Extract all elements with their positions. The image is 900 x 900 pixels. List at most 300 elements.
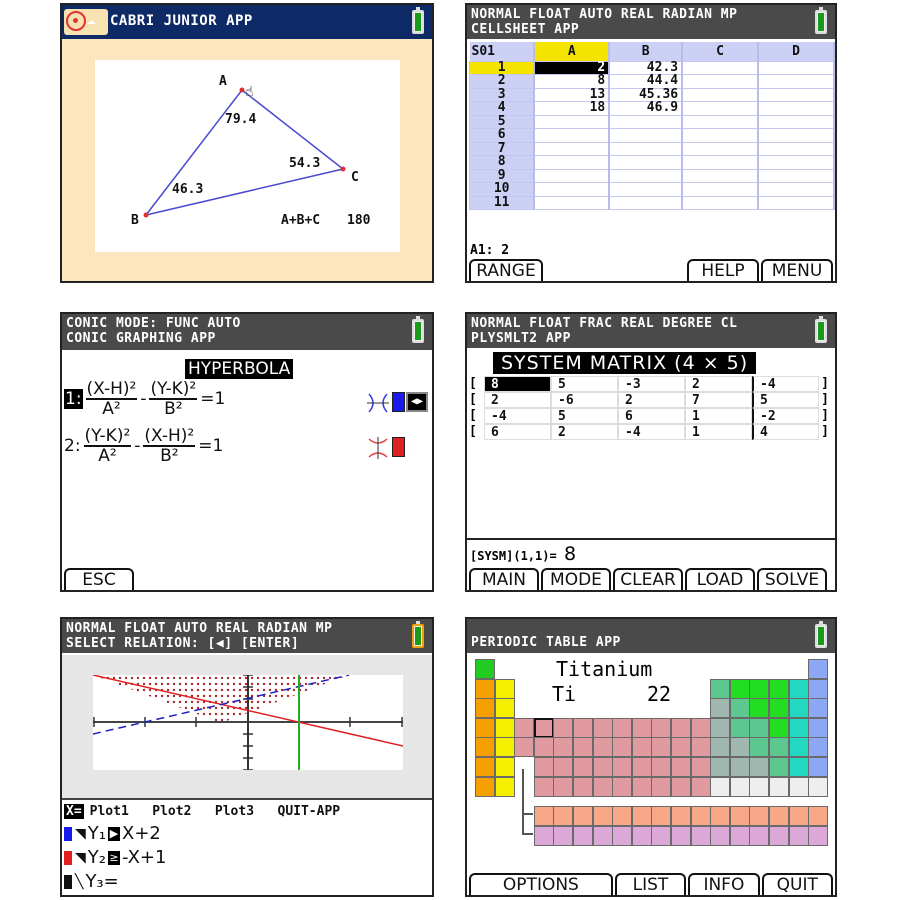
matrix-cell[interactable]: 2 bbox=[484, 392, 551, 408]
element-cell[interactable] bbox=[573, 806, 593, 826]
element-cell[interactable] bbox=[612, 777, 632, 797]
element-cell[interactable] bbox=[632, 718, 652, 738]
element-cell[interactable] bbox=[749, 826, 769, 846]
element-cell[interactable] bbox=[553, 737, 573, 757]
selected-cell-line bbox=[467, 538, 835, 568]
element-cell[interactable] bbox=[671, 826, 691, 846]
element-cell[interactable] bbox=[730, 679, 750, 699]
sheet-name: S01 bbox=[470, 42, 535, 61]
cabri-logo-icon: ☁ bbox=[64, 9, 108, 35]
cell-c1[interactable] bbox=[682, 61, 758, 75]
element-cell[interactable] bbox=[749, 777, 769, 797]
quit-button[interactable]: QUIT bbox=[762, 873, 833, 895]
element-cell[interactable] bbox=[710, 826, 730, 846]
element-cell[interactable] bbox=[495, 718, 515, 738]
element-cell[interactable] bbox=[593, 826, 613, 846]
function-expression[interactable]: -X+1 bbox=[122, 847, 167, 868]
element-cell[interactable] bbox=[612, 757, 632, 777]
element-cell[interactable] bbox=[553, 757, 573, 777]
mode-button[interactable]: MODE bbox=[541, 568, 611, 590]
element-cell[interactable] bbox=[475, 757, 495, 777]
element-cell[interactable] bbox=[495, 679, 515, 699]
element-cell[interactable] bbox=[691, 777, 711, 797]
element-cell[interactable] bbox=[710, 679, 730, 699]
element-cell[interactable] bbox=[534, 826, 554, 846]
element-cell[interactable] bbox=[691, 737, 711, 757]
element-cell[interactable] bbox=[495, 737, 515, 757]
battery-icon bbox=[815, 624, 827, 648]
cell-c10[interactable] bbox=[682, 183, 758, 197]
element-cell[interactable] bbox=[651, 737, 671, 757]
plot-menu[interactable]: Plot1 Plot2 Plot3 QUIT-APP bbox=[89, 804, 341, 819]
column-header-c[interactable]: C bbox=[682, 42, 758, 61]
element-cell[interactable] bbox=[730, 777, 750, 797]
column-header-d[interactable]: D bbox=[758, 42, 834, 61]
cell-a7[interactable] bbox=[534, 142, 609, 156]
element-cell[interactable] bbox=[573, 777, 593, 797]
softkey-bar bbox=[467, 259, 835, 281]
element-cell[interactable] bbox=[808, 806, 828, 826]
element-cell[interactable] bbox=[612, 826, 632, 846]
function-row-y3[interactable] bbox=[64, 870, 340, 894]
cell-d10[interactable] bbox=[758, 183, 834, 197]
cell-d3[interactable] bbox=[758, 88, 834, 102]
element-cell[interactable] bbox=[789, 806, 809, 826]
element-cell[interactable] bbox=[553, 777, 573, 797]
element-cell[interactable] bbox=[749, 757, 769, 777]
cell-d7[interactable] bbox=[758, 142, 834, 156]
left-bracket: [ bbox=[469, 408, 477, 423]
denominator: A² bbox=[98, 446, 117, 466]
column-header-b[interactable]: B bbox=[609, 42, 682, 61]
cell-b1[interactable]: 42.3 bbox=[609, 61, 682, 75]
cell-d6[interactable] bbox=[758, 129, 834, 143]
function-expression[interactable]: = bbox=[103, 871, 119, 892]
battery-icon bbox=[412, 10, 424, 34]
load-button[interactable]: LOAD bbox=[685, 568, 755, 590]
geometry-canvas[interactable] bbox=[95, 60, 400, 252]
atomic-number: 22 bbox=[647, 682, 672, 706]
element-cell[interactable] bbox=[808, 698, 828, 718]
solve-button[interactable]: SOLVE bbox=[757, 568, 827, 590]
element-cell[interactable] bbox=[514, 718, 534, 738]
main-button[interactable]: MAIN bbox=[469, 568, 539, 590]
element-cell[interactable] bbox=[553, 718, 573, 738]
table-row bbox=[470, 169, 835, 183]
f-block-connector bbox=[519, 769, 535, 839]
right-bracket: ] bbox=[821, 376, 829, 391]
element-cell[interactable] bbox=[769, 718, 789, 738]
plysmlt2-screen bbox=[465, 312, 837, 592]
spreadsheet-grid[interactable] bbox=[469, 42, 835, 210]
cell-c5[interactable] bbox=[682, 115, 758, 129]
function-name: Y₁ bbox=[87, 823, 106, 844]
battery-icon bbox=[412, 319, 424, 343]
element-cell[interactable] bbox=[789, 698, 809, 718]
color-swatch-black bbox=[64, 875, 72, 889]
cabri-title: CABRI JUNIOR APP bbox=[110, 13, 253, 29]
equation-number: 1: bbox=[65, 389, 82, 409]
element-cell[interactable] bbox=[632, 777, 652, 797]
element-cell[interactable] bbox=[593, 777, 613, 797]
element-cell[interactable] bbox=[789, 679, 809, 699]
point-label-c: C bbox=[351, 170, 359, 185]
matrix-cell[interactable]: -4 bbox=[484, 408, 551, 424]
element-cell[interactable] bbox=[789, 718, 809, 738]
element-cell[interactable] bbox=[671, 777, 691, 797]
conic-type-title: HYPERBOLA bbox=[185, 359, 293, 379]
clear-button[interactable]: CLEAR bbox=[613, 568, 683, 590]
element-cell[interactable] bbox=[651, 826, 671, 846]
element-cell[interactable] bbox=[573, 826, 593, 846]
matrix-row bbox=[469, 376, 831, 392]
column-header-a[interactable]: A bbox=[534, 42, 609, 61]
cell-value: 8 bbox=[563, 543, 577, 565]
cell-c2[interactable] bbox=[682, 75, 758, 89]
element-cell[interactable] bbox=[671, 757, 691, 777]
element-cell[interactable] bbox=[730, 737, 750, 757]
cell-b11[interactable] bbox=[609, 196, 682, 210]
element-cell[interactable] bbox=[475, 679, 495, 699]
cell-a2[interactable]: 8 bbox=[534, 75, 609, 89]
matrix-cell[interactable]: -2 bbox=[752, 408, 819, 424]
element-cell[interactable] bbox=[534, 737, 554, 757]
cell-c3[interactable] bbox=[682, 88, 758, 102]
element-cell[interactable] bbox=[730, 757, 750, 777]
left-right-arrow-icon[interactable]: ◀▶ bbox=[406, 392, 428, 412]
denominator: B² bbox=[164, 399, 183, 419]
element-cell[interactable] bbox=[691, 718, 711, 738]
element-cell[interactable] bbox=[553, 826, 573, 846]
matrix-row bbox=[469, 424, 831, 440]
matrix-cell[interactable]: -4 bbox=[752, 376, 819, 392]
element-cell[interactable] bbox=[730, 806, 750, 826]
element-cell[interactable] bbox=[573, 718, 593, 738]
point-label-b: B bbox=[131, 213, 139, 228]
row-header[interactable]: 2 bbox=[470, 75, 535, 89]
matrix-cell[interactable]: 8 bbox=[484, 376, 551, 392]
element-cell[interactable] bbox=[710, 777, 730, 797]
matrix-cell[interactable]: 2 bbox=[618, 392, 685, 408]
element-cell[interactable] bbox=[475, 659, 495, 679]
mode-line: NORMAL FLOAT FRAC REAL DEGREE CL bbox=[471, 316, 738, 331]
minus-sign: - bbox=[140, 389, 147, 409]
numerator: (X-H)² bbox=[86, 379, 137, 399]
function-row-y1[interactable] bbox=[64, 822, 340, 846]
element-cell[interactable] bbox=[691, 806, 711, 826]
element-cell[interactable] bbox=[632, 806, 652, 826]
cell-b10[interactable] bbox=[609, 183, 682, 197]
cell-a10[interactable] bbox=[534, 183, 609, 197]
element-cell[interactable] bbox=[632, 737, 652, 757]
numerator: (Y-K)² bbox=[150, 379, 197, 399]
element-cell[interactable] bbox=[808, 679, 828, 699]
row-header[interactable]: 9 bbox=[470, 169, 535, 183]
cell-c9[interactable] bbox=[682, 169, 758, 183]
element-cell[interactable] bbox=[710, 806, 730, 826]
element-cell[interactable] bbox=[808, 826, 828, 846]
element-cell[interactable] bbox=[593, 718, 613, 738]
element-cell[interactable] bbox=[749, 737, 769, 757]
cell-a11[interactable] bbox=[534, 196, 609, 210]
row-header[interactable]: 1 bbox=[470, 61, 535, 75]
element-cell[interactable] bbox=[671, 806, 691, 826]
cell-a5[interactable] bbox=[534, 115, 609, 129]
element-cell[interactable] bbox=[495, 757, 515, 777]
element-cell[interactable] bbox=[534, 757, 554, 777]
element-cell[interactable] bbox=[789, 737, 809, 757]
element-cell[interactable] bbox=[749, 679, 769, 699]
matrix-cell[interactable]: 1 bbox=[685, 424, 752, 440]
table-row bbox=[470, 102, 835, 116]
table-row bbox=[470, 75, 835, 89]
element-cell[interactable] bbox=[769, 698, 789, 718]
esc-button[interactable]: ESC bbox=[64, 568, 134, 590]
element-cell[interactable] bbox=[651, 718, 671, 738]
cell-a9[interactable] bbox=[534, 169, 609, 183]
element-cell[interactable] bbox=[749, 718, 769, 738]
element-cell[interactable] bbox=[651, 777, 671, 797]
numerator: (Y-K)² bbox=[84, 426, 131, 446]
cell-d8[interactable] bbox=[758, 156, 834, 170]
range-button[interactable]: RANGE bbox=[469, 259, 543, 281]
element-cell[interactable] bbox=[691, 757, 711, 777]
element-cell[interactable] bbox=[612, 718, 632, 738]
status-bar bbox=[62, 619, 432, 653]
options-button[interactable]: OPTIONS bbox=[469, 873, 613, 895]
equation-1[interactable] bbox=[64, 380, 225, 418]
cell-b7[interactable] bbox=[609, 142, 682, 156]
cell-d9[interactable] bbox=[758, 169, 834, 183]
element-cell[interactable] bbox=[749, 806, 769, 826]
equation-number: 2: bbox=[64, 436, 81, 456]
element-cell[interactable] bbox=[710, 757, 730, 777]
color-swatch-blue[interactable] bbox=[392, 392, 405, 412]
element-cell[interactable] bbox=[730, 718, 750, 738]
x-equals-toggle[interactable]: X= bbox=[66, 804, 82, 819]
info-button[interactable]: INFO bbox=[688, 873, 759, 895]
line-style-icon[interactable]: ╲ bbox=[75, 874, 84, 890]
element-cell[interactable] bbox=[495, 777, 515, 797]
element-cell[interactable] bbox=[808, 777, 828, 797]
right-bracket: ] bbox=[821, 408, 829, 423]
element-cell[interactable] bbox=[612, 806, 632, 826]
cell-b8[interactable] bbox=[609, 156, 682, 170]
cell-b9[interactable] bbox=[609, 169, 682, 183]
cell-a6[interactable] bbox=[534, 129, 609, 143]
row-header[interactable]: 7 bbox=[470, 142, 535, 156]
relation-greater-icon[interactable]: ▶ bbox=[109, 827, 119, 840]
element-cell[interactable] bbox=[808, 659, 828, 679]
app-name: PLYSMLT2 APP bbox=[471, 331, 571, 346]
element-cell[interactable] bbox=[593, 806, 613, 826]
mode-line: CONIC MODE: FUNC AUTO bbox=[66, 316, 241, 331]
battery-icon bbox=[412, 624, 424, 648]
denominator: B² bbox=[160, 446, 179, 466]
cell-b6[interactable] bbox=[609, 129, 682, 143]
element-cell[interactable] bbox=[808, 718, 828, 738]
element-name: Titanium bbox=[556, 657, 653, 681]
menu-button[interactable]: MENU bbox=[761, 259, 833, 281]
cell-d1[interactable] bbox=[758, 61, 834, 75]
row-header[interactable]: 10 bbox=[470, 183, 535, 197]
element-cell[interactable] bbox=[475, 698, 495, 718]
shade-above-icon[interactable]: ◥ bbox=[75, 850, 86, 866]
row-header[interactable]: 6 bbox=[470, 129, 535, 143]
matrix-cell[interactable]: 5 bbox=[752, 392, 819, 408]
element-cell[interactable] bbox=[534, 777, 554, 797]
element-cell[interactable] bbox=[651, 806, 671, 826]
cell-c8[interactable] bbox=[682, 156, 758, 170]
element-cell[interactable] bbox=[573, 737, 593, 757]
element-cell[interactable] bbox=[789, 757, 809, 777]
matrix-cell[interactable]: -4 bbox=[618, 424, 685, 440]
angle-sum-value: 180 bbox=[347, 213, 371, 228]
row-header[interactable]: 8 bbox=[470, 156, 535, 170]
element-cell[interactable] bbox=[789, 826, 809, 846]
element-cell[interactable] bbox=[710, 718, 730, 738]
element-cell[interactable] bbox=[671, 737, 691, 757]
inequality-graph bbox=[93, 675, 403, 770]
cell-c4[interactable] bbox=[682, 102, 758, 116]
matrix-cell[interactable]: 5 bbox=[551, 408, 618, 424]
right-bracket: ] bbox=[821, 392, 829, 407]
row-header[interactable]: 3 bbox=[470, 88, 535, 102]
minus-sign: - bbox=[134, 436, 141, 456]
function-list bbox=[64, 802, 340, 894]
cell-a1[interactable]: 2 bbox=[534, 61, 609, 75]
system-matrix[interactable] bbox=[469, 376, 831, 440]
element-cell[interactable] bbox=[730, 698, 750, 718]
cell-a3[interactable]: 13 bbox=[534, 88, 609, 102]
element-cell[interactable] bbox=[475, 737, 495, 757]
hyperbola-horizontal-icon bbox=[367, 392, 389, 414]
element-cell[interactable] bbox=[749, 698, 769, 718]
matrix-row bbox=[469, 392, 831, 408]
cell-a8[interactable] bbox=[534, 156, 609, 170]
element-cell[interactable] bbox=[769, 777, 789, 797]
status-bar bbox=[467, 619, 835, 653]
list-button[interactable]: LIST bbox=[615, 873, 686, 895]
matrix-cell[interactable]: 4 bbox=[752, 424, 819, 440]
equation-rhs: =1 bbox=[200, 389, 226, 409]
cell-c7[interactable] bbox=[682, 142, 758, 156]
matrix-cell[interactable]: 2 bbox=[551, 424, 618, 440]
cell-b4[interactable]: 46.9 bbox=[609, 102, 682, 116]
cabri-junior-screen bbox=[60, 3, 434, 283]
element-cell[interactable] bbox=[553, 806, 573, 826]
cell-d5[interactable] bbox=[758, 115, 834, 129]
app-name: CELLSHEET APP bbox=[471, 22, 580, 37]
element-cell[interactable] bbox=[671, 718, 691, 738]
element-cell[interactable] bbox=[808, 737, 828, 757]
element-cell[interactable] bbox=[710, 737, 730, 757]
prompt-line: SELECT RELATION: [◀] [ENTER] bbox=[66, 636, 300, 651]
element-cell[interactable] bbox=[730, 826, 750, 846]
element-cell[interactable] bbox=[769, 806, 789, 826]
element-cell[interactable] bbox=[495, 698, 515, 718]
matrix-cell[interactable]: 5 bbox=[551, 376, 618, 392]
element-cell[interactable] bbox=[475, 777, 495, 797]
function-row-y2[interactable] bbox=[64, 846, 340, 870]
battery-icon bbox=[815, 319, 827, 343]
element-cell[interactable] bbox=[769, 679, 789, 699]
graph-area[interactable] bbox=[62, 655, 432, 800]
element-cell[interactable] bbox=[593, 737, 613, 757]
element-cell[interactable] bbox=[475, 718, 495, 738]
cell-c11[interactable] bbox=[682, 196, 758, 210]
function-expression[interactable]: X+2 bbox=[122, 823, 161, 844]
element-cell[interactable] bbox=[514, 737, 534, 757]
cell-b3[interactable]: 45.36 bbox=[609, 88, 682, 102]
row-header[interactable]: 11 bbox=[470, 196, 535, 210]
element-cell[interactable] bbox=[573, 757, 593, 777]
matrix-cell[interactable]: -6 bbox=[551, 392, 618, 408]
angle-a-value: 79.4 bbox=[225, 112, 257, 127]
angle-sum-label: A+B+C bbox=[281, 213, 321, 228]
row-header[interactable]: 4 bbox=[470, 102, 535, 116]
element-cell[interactable] bbox=[593, 757, 613, 777]
element-cell[interactable] bbox=[632, 826, 652, 846]
element-cell[interactable] bbox=[612, 737, 632, 757]
element-cell[interactable] bbox=[769, 737, 789, 757]
element-cell[interactable] bbox=[789, 777, 809, 797]
periodic-table-screen bbox=[465, 617, 837, 897]
matrix-cell[interactable]: 6 bbox=[484, 424, 551, 440]
cell-d2[interactable] bbox=[758, 75, 834, 89]
equation-2[interactable] bbox=[64, 427, 223, 465]
hand-cursor-icon: ☝ bbox=[245, 84, 254, 100]
cell-d11[interactable] bbox=[758, 196, 834, 210]
element-cell[interactable] bbox=[710, 698, 730, 718]
color-swatch-red bbox=[64, 851, 72, 865]
element-cell[interactable] bbox=[808, 757, 828, 777]
left-bracket: [ bbox=[469, 424, 477, 439]
matrix-cell[interactable]: 6 bbox=[618, 408, 685, 424]
element-cell[interactable] bbox=[769, 757, 789, 777]
matrix-cell[interactable]: 1 bbox=[685, 408, 752, 424]
element-cell[interactable] bbox=[769, 826, 789, 846]
matrix-cell[interactable]: 2 bbox=[685, 376, 752, 392]
status-bar bbox=[62, 314, 432, 350]
angle-c-value: 54.3 bbox=[289, 156, 321, 171]
shade-above-icon[interactable]: ◥ bbox=[75, 826, 86, 842]
color-swatch-red[interactable] bbox=[392, 437, 405, 457]
table-row bbox=[470, 196, 835, 210]
element-cell[interactable] bbox=[651, 757, 671, 777]
element-cell[interactable] bbox=[691, 826, 711, 846]
cell-d4[interactable] bbox=[758, 102, 834, 116]
element-cell[interactable] bbox=[632, 757, 652, 777]
cell-info: A1: 2 bbox=[470, 243, 510, 258]
softkey-bar bbox=[467, 873, 835, 895]
cell-c6[interactable] bbox=[682, 129, 758, 143]
relation-greater-equal-icon[interactable]: ≥ bbox=[109, 851, 119, 864]
element-cell[interactable] bbox=[534, 806, 554, 826]
battery-icon bbox=[815, 10, 827, 34]
cell-b5[interactable] bbox=[609, 115, 682, 129]
cell-b2[interactable]: 44.4 bbox=[609, 75, 682, 89]
matrix-cell[interactable]: 7 bbox=[685, 392, 752, 408]
row-header[interactable]: 5 bbox=[470, 115, 535, 129]
selected-element-cell[interactable] bbox=[534, 718, 554, 738]
left-bracket: [ bbox=[469, 392, 477, 407]
help-button[interactable]: HELP bbox=[687, 259, 759, 281]
app-name: CONIC GRAPHING APP bbox=[66, 331, 216, 346]
cell-a4[interactable]: 18 bbox=[534, 102, 609, 116]
matrix-cell[interactable]: -3 bbox=[618, 376, 685, 392]
mode-line: NORMAL FLOAT AUTO REAL RADIAN MP bbox=[471, 7, 738, 22]
